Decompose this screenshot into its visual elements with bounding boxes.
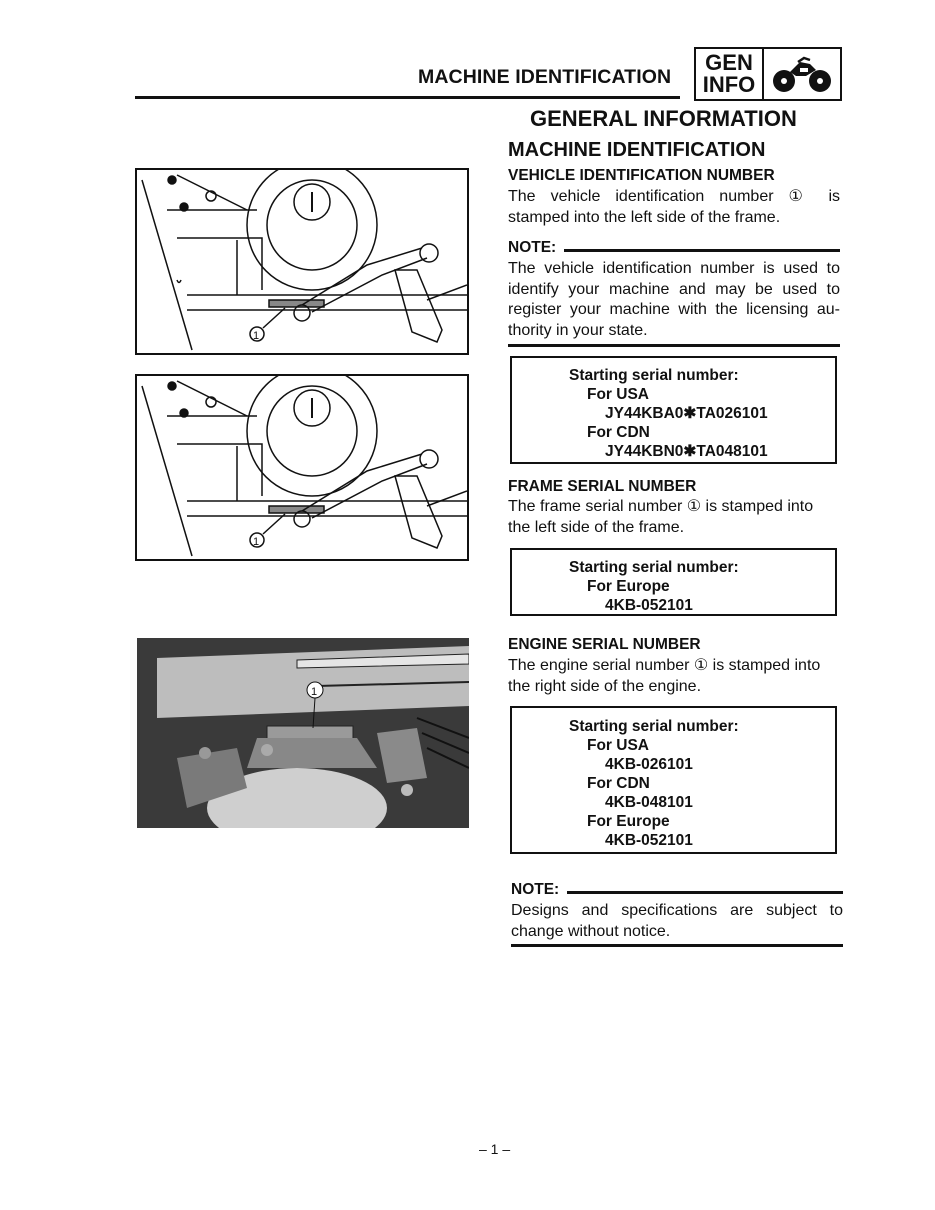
engine-serial-location-photo [137, 638, 469, 828]
note-line: Designs and specifications are subject to [511, 902, 843, 919]
gen-info-label [696, 49, 764, 99]
vin-note-header [508, 239, 840, 257]
vin-note-body [508, 259, 840, 341]
serial-region: For Europe [587, 813, 670, 830]
vin-body-line: stamped into the left side of the frame. [508, 208, 781, 226]
serial-number: 4KB-052101 [605, 832, 693, 849]
engine-body [508, 656, 840, 697]
note-line: change without notice. [511, 922, 671, 940]
serial-number: JY44KBA0✱TA026101 [605, 405, 768, 422]
note-end-rule [511, 944, 843, 947]
note-line: identify your machine and may be used to [508, 280, 840, 298]
note-line: The vehicle identification number is used to [508, 260, 840, 277]
section-title: MACHINE IDENTIFICATION [418, 66, 672, 88]
serial-region: For USA [587, 386, 649, 403]
header-rule [135, 96, 680, 99]
frame-body-line: the left side of the frame. [508, 518, 685, 536]
frame-heading: FRAME SERIAL NUMBER [508, 478, 697, 495]
engine-body-line: The engine serial number ① is stamped into [508, 657, 821, 674]
frame-serial-box [510, 548, 837, 616]
frame-body [508, 497, 840, 538]
badge-line-2: INFO [702, 72, 756, 97]
serial-box-label: Starting serial number: [569, 367, 739, 384]
engine-body-line: the right side of the engine. [508, 677, 702, 695]
serial-number: 4KB-048101 [605, 794, 693, 811]
vin-body [508, 187, 840, 228]
serial-region: For CDN [587, 775, 650, 792]
note-line: register your machine with the licensing au- [508, 301, 840, 318]
page-title: GENERAL INFORMATION [530, 106, 797, 131]
final-note-body [511, 901, 843, 942]
badge-line-1: GEN [705, 50, 753, 75]
serial-box-label: Starting serial number: [569, 718, 739, 735]
frame-body-line: The frame serial number ① is stamped into [508, 498, 814, 515]
note-label: NOTE: [508, 239, 557, 256]
vin-heading: VEHICLE IDENTIFICATION NUMBER [508, 167, 775, 184]
vin-body-line: The vehicle identification number ① is [508, 188, 840, 205]
serial-region: For CDN [587, 424, 650, 441]
svg-text:1: 1 [311, 686, 318, 698]
serial-number: 4KB-026101 [605, 756, 693, 773]
gen-info-badge [694, 47, 842, 101]
frame-serial-location-figure [135, 374, 469, 561]
serial-region: For Europe [587, 578, 670, 595]
svg-text:1: 1 [253, 536, 260, 548]
engine-heading: ENGINE SERIAL NUMBER [508, 636, 701, 653]
vin-location-figure [135, 168, 469, 355]
serial-number: JY44KBN0✱TA048101 [605, 443, 768, 460]
serial-number: 4KB-052101 [605, 597, 693, 614]
page-number: – 1 – [479, 1141, 511, 1157]
serial-region: For USA [587, 737, 649, 754]
callout-1: 1 [253, 330, 260, 342]
vin-serial-box [510, 356, 837, 464]
note-line: thority in your state. [508, 321, 648, 339]
section-subtitle: MACHINE IDENTIFICATION [508, 139, 766, 161]
engine-serial-box [510, 706, 837, 854]
serial-box-label: Starting serial number: [569, 559, 739, 576]
note-rule [564, 249, 840, 252]
note-end-rule [508, 344, 840, 347]
final-note-header [511, 881, 843, 899]
note-rule [567, 891, 843, 894]
atv-icon [764, 49, 840, 99]
note-label: NOTE: [511, 881, 560, 898]
